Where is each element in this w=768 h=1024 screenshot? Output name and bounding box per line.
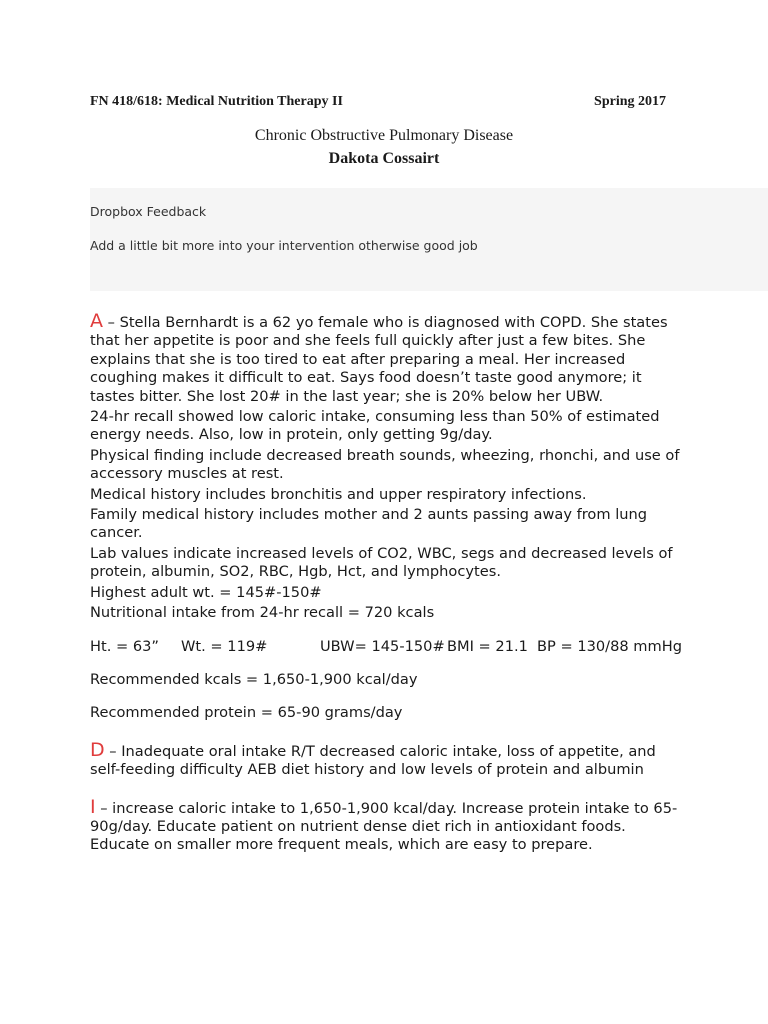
diagnosis-text: – Inadequate oral intake R/T decreased caloric intake, loss of appetite, and self-feeding difficulty AEB diet history and low levels of protein and albumin bbox=[90, 742, 656, 779]
term: Spring 2017 bbox=[594, 94, 666, 109]
weight-value: Wt. = 119# bbox=[181, 637, 268, 655]
title-block bbox=[0, 124, 768, 170]
header bbox=[90, 94, 666, 110]
diagnosis-letter: D bbox=[90, 738, 105, 761]
labs-text: Lab values indicate increased levels of CO2, WBC, segs and decreased levels of protein, albumin, SO2, RBC, Hgb, Hct, and lymphocytes. bbox=[90, 544, 673, 581]
intervention-paragraph bbox=[90, 795, 688, 855]
bmi-value: BMI = 21.1 bbox=[447, 637, 528, 655]
assessment-intro-text: – Stella Bernhardt is a 62 yo female who is diagnosed with COPD. She states that her appetite is poor and she feels full quickly after just a few bites. She explains that she is too tired to eat after preparing a meal. Her increased coughing makes it difficult to eat. Says food doesn’t taste good anymore; it tastes bitter. She lost 20# in the last year; she is 20% below her UBW. bbox=[90, 314, 668, 405]
feedback-panel bbox=[90, 188, 768, 291]
intervention-text: – increase caloric intake to 1,650-1,900 kcal/day. Increase protein intake to 65-90g/day. Educate patient on nutrient dense diet rich in antioxidant foods. Educate on smaller more frequent meals, which are easy to prepare. bbox=[90, 799, 678, 854]
ubw-value: UBW= 145-150# bbox=[320, 637, 445, 655]
highest-wt-text: Highest adult wt. = 145#-150# bbox=[90, 583, 322, 601]
adime-body bbox=[90, 312, 688, 857]
course-title: FN 418/618: Medical Nutrition Therapy II bbox=[90, 94, 343, 109]
topic-title: Chronic Obstructive Pulmonary Disease bbox=[254, 127, 514, 144]
vitals-line bbox=[90, 638, 688, 656]
author-name: Dakota Cossairt bbox=[328, 150, 440, 167]
intervention-letter: I bbox=[90, 795, 96, 818]
feedback-title: Dropbox Feedback bbox=[90, 204, 207, 219]
bp-value: BP = 130/88 mmHg bbox=[537, 637, 682, 655]
recall-text: 24-hr recall showed low caloric intake, consuming less than 50% of estimated energy needs. Also, low in protein, only getting 9g/day. bbox=[90, 408, 660, 444]
family-text: Family medical history includes mother and 2 aunts passing away from lung cancer. bbox=[90, 506, 648, 542]
feedback-text: Add a little bit more into your intervention otherwise good job bbox=[90, 238, 478, 253]
diagnosis-paragraph bbox=[90, 738, 688, 780]
intake-text: Nutritional intake from 24-hr recall = 720 kcals bbox=[90, 604, 435, 622]
assessment-intro bbox=[90, 312, 688, 406]
kcals-text: Recommended kcals = 1,650-1,900 kcal/day bbox=[90, 670, 418, 688]
protein-text: Recommended protein = 65-90 grams/day bbox=[90, 704, 403, 722]
medical-text: Medical history includes bronchitis and upper respiratory infections. bbox=[90, 485, 587, 503]
physical-text: Physical finding include decreased breath sounds, wheezing, rhonchi, and use of accessory muscles at rest. bbox=[90, 446, 680, 483]
height-value: Ht. = 63” bbox=[90, 637, 159, 655]
assessment-letter: A bbox=[90, 310, 103, 332]
